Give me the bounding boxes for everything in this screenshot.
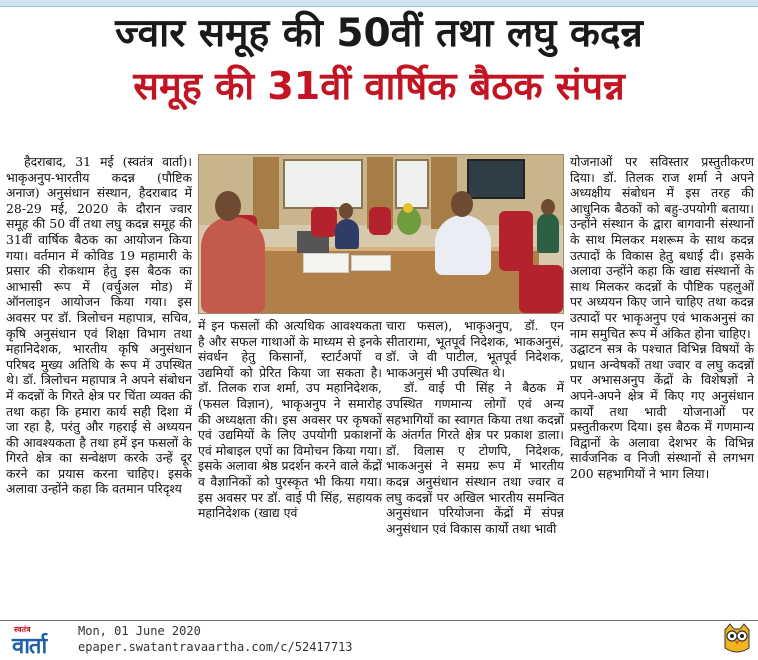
headline-line-1: ज्वार समूह की 50वीं तथा लघु कदन्न [115,11,643,56]
article-column-2: में इन फसलों की अत्यधिक आवश्यकता है और सफल गाथाओं के माध्यम से इनके संवर्धन हेतु किसानों, स्टार्टअपों व उद्यमियों को प्रेरित किया जा सकता है। डॉ. तिलक राज शर्मा, उप महानिदेशक, (फसल विज्ञान), भाकृअनुप ने समारोह की अध्यक्षता की। इस अवसर पर कृषकों एवं उद्यमियों के लिए उपयोगी प्रकाशनों एवं मोबाइल एपों का विमोचन किया गया। इसके अलावा श्रेष्ठ प्रदर्शन करने वाले केंद्रों व वैज्ञानिकों को पुरस्कृत भी किया गया। इस अवसर पर डॉ. वाई पी सिंह, सहायक महानिदेशक (खाद्य एवं [198,318,382,521]
epaper-url[interactable]: epaper.swatantravaartha.com/c/52417713 [78,640,353,654]
column-3-paragraph-1: चारा फसल), भाकृअनुप, डॉ. एन सीतारामा, भूतपूर्व निदेशक, भाकअनुसं, डॉ. जे वी पाटील, भूतपूर्व निदेशक, भाकअनुसं भी उपस्थित थे। [386,318,564,380]
column-4-paragraph-1: योजनाओं पर सविस्तार प्रस्तुतीकरण दिया। डॉ. तिलक राज शर्मा ने अपने अध्यक्षीय संबोधन में इस तरह की आधुनिक बैठकों को बहु-उपयोगी बताया। उन्होंने संस्थान के द्वारा बागवानी संस्थानों के साथ मिलकर मशरूम के साथ कदन्न उत्पादों के विकास हेतु बधाई दी। इसके अलावा उन्होंने कहा कि खाद्य संस्थानों के साथ मिलकर कदन्नों के पौष्टिक पहलुओं पर अध्ययन किए जाने चाहिए तथा कदन्न उत्पादों पर भाकृअनुप एवं भाकअनुसं का नाम समुचित रूप में अंकित होना चाहिए। [570,154,754,341]
column-4-paragraph-2: उद्घाटन सत्र के पश्चात विभिन्न विषयों के प्रधान अन्वेषकों तथा ज्वार व लघु कदन्नों पर अभासअनुप केंद्रों के विशेषज्ञों ने अपने-अपने क्षेत्र में किए गए अनुसंधान कार्यों तथा भावी योजनाओं पर प्रस्तुतीकरण दिया। इस बैठक में गणमान्य विद्वानों के अलावा देशभर के विभिन्न सार्वजनिक व निजी संस्थानों से लगभग 200 सहभागियों ने भाग लिया। [570,341,754,481]
article-column-1: हैदराबाद, 31 मई (स्वतंत्र वार्ता)। भाकृअनुप-भारतीय कदन्न (पौष्टिक अनाज) अनुसंधान संस्थान, हैदराबाद में 28-29 मई, 2020 के दौरान ज्वार समूह की 50 वीं तथा लघु कदन्न समूह की 31वीं वार्षिक बैठक का आयोजन किया गया। वर्तमान में कोविड 19 महामारी के प्रसार की रोकथाम हेतु इस बैठक का आभासी रूप में (वर्चुअल मोड) में ऑनलाइन आयोजन किया गया। इस अवसर पर डॉ. त्रिलोचन महापात्र, सचिव, कृषि अनुसंधान एवं शिक्षा विभाग तथा महानिदेशक, भारतीय कृषि अनुसंधान परिषद मुख्य अतिथि के रूप में उपस्थित थे। डॉ. त्रिलोचन महापात्र ने अपने संबोधन में कदन्नों के गिरते क्षेत्र पर चिंता व्यक्त की तथा कहा कि हमारा कार्य सही दिशा में जा रहा है, परंतु और गहराई से अध्ययन की आवश्यकता है तथा हमें इन फसलों के गिरते क्षेत्र का सन्वेक्षण करके उन्हें दूर करने का प्रयास करना चाहिए। इसके अलावा उन्होंने कहा कि वतमान परिदृश्य [6,154,192,497]
logo-small-text: स्वतंत्र [14,625,31,634]
publication-date: Mon, 01 June 2020 [78,624,201,638]
article-column-4 [570,154,754,618]
vaartha-logo [10,624,72,658]
headline-line-2: समूह की 31वीं वार्षिक बैठक संपन्न [133,64,625,108]
footer-divider [0,620,758,621]
meeting-photo [198,154,564,314]
owl-icon [722,622,752,656]
column-3-paragraph-2: डॉ. वाई पी सिंह ने बैठक में उपस्थित गणमान्य लोगों एवं अन्य सहभागियों का स्वागत किया तथा कदन्नों के अंतर्गत गिरते क्षेत्र पर प्रकाश डाला। डॉ. विलास ए टोणपि, निदेशक, भाकअनुसं ने समग्र रूप में भारतीय कदन्न अनुसंधान संस्थान तथा ज्वार व लघु कदन्नों पर अखिल भारतीय समन्वित अनुसंधान परियोजना केंद्रों में संपन्न अनुसंधान एवं विकास कार्यो तथा भावी [386,380,564,536]
article-column-3 [386,318,564,618]
top-border [0,0,758,7]
logo-big-text: वार्ता [12,634,47,659]
